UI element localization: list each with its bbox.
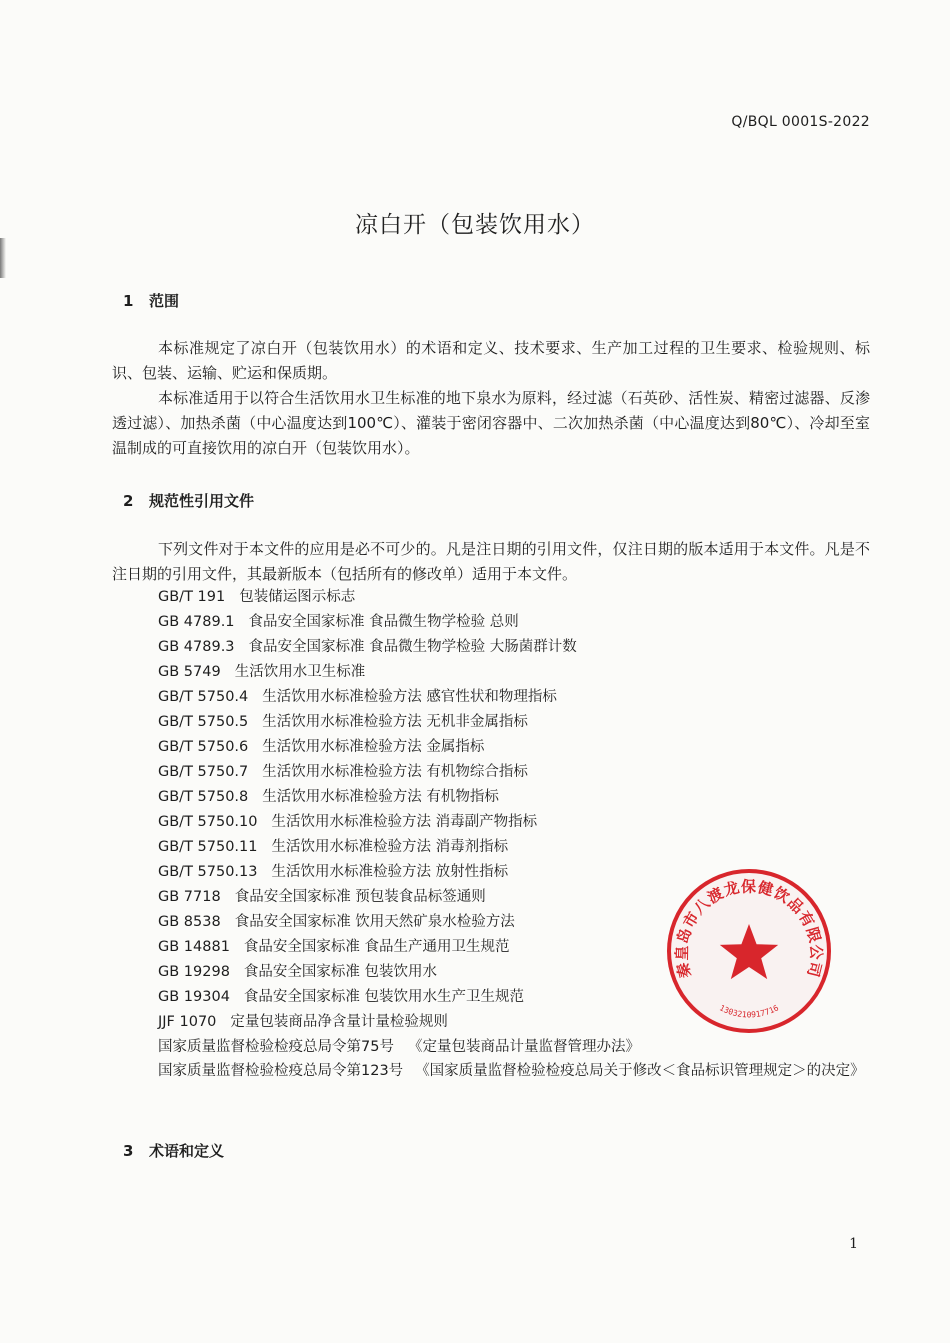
section-number: 2 — [123, 492, 134, 510]
section-number: 1 — [123, 292, 134, 310]
reference-code: 国家质量监督检验检疫总局令第123号 — [158, 1063, 404, 1079]
scope-paragraph-1: 本标准规定了凉白开（包装饮用水）的术语和定义、技术要求、生产加工过程的卫生要求、检验规则、标识、包装、运输、贮运和保质期。 — [112, 339, 870, 382]
reference-item — [158, 961, 437, 983]
reference-code: GB/T 5750.7 — [158, 764, 249, 780]
reference-item — [158, 886, 486, 908]
reference-name: 食品安全国家标准 包装饮用水 — [243, 964, 438, 980]
reference-name: 定量包装商品净含量计量检验规则 — [230, 1014, 448, 1030]
reference-code: GB/T 5750.13 — [158, 864, 258, 880]
references-intro: 下列文件对于本文件的应用是必不可少的。凡是注日期的引用文件，仅注日期的版本适用于本文件。凡是不注日期的引用文件，其最新版本（包括所有的修改单）适用于本文件。 — [112, 540, 870, 583]
section-title: 范围 — [149, 292, 180, 310]
reference-name: 《国家质量监督检验检疫总局关于修改＜食品标识管理规定＞的决定》 — [415, 1063, 865, 1079]
reference-name: 生活饮用水标准检验方法 消毒副产物指标 — [271, 814, 538, 830]
reference-item — [158, 1036, 640, 1058]
reference-name: 生活饮用水标准检验方法 无机非金属指标 — [262, 714, 528, 730]
section-title: 术语和定义 — [149, 1142, 225, 1160]
reference-item — [158, 736, 484, 758]
reference-code: GB 19298 — [158, 964, 230, 980]
reference-code: GB/T 5750.4 — [158, 689, 249, 705]
reference-code: GB 7718 — [158, 889, 221, 905]
reference-name: 生活饮用水标准检验方法 消毒剂指标 — [271, 839, 509, 855]
reference-item — [158, 786, 499, 808]
section-title: 规范性引用文件 — [149, 492, 255, 510]
reference-item — [158, 686, 557, 708]
reference-item — [158, 861, 508, 883]
seal-name-text: 秦皇岛市八渡龙保健饮品有限公司 — [672, 877, 826, 980]
reference-code: GB/T 5750.6 — [158, 739, 249, 755]
document-title: 凉白开（包装饮用水） — [355, 212, 595, 238]
page-number: 1 — [849, 1236, 858, 1252]
reference-item — [158, 711, 528, 733]
reference-code: GB 4789.1 — [158, 614, 235, 630]
reference-item — [158, 911, 515, 933]
reference-name: 生活饮用水标准检验方法 金属指标 — [262, 739, 485, 755]
reference-code: GB/T 5750.10 — [158, 814, 258, 830]
reference-code: JJF 1070 — [158, 1014, 217, 1030]
section-3-heading — [123, 1140, 224, 1161]
reference-code: GB/T 5750.8 — [158, 789, 249, 805]
reference-item — [158, 936, 510, 958]
reference-item — [158, 661, 365, 683]
reference-name: 生活饮用水标准检验方法 感官性状和物理指标 — [262, 689, 557, 705]
reference-name: 食品安全国家标准 包装饮用水生产卫生规范 — [243, 989, 525, 1005]
reference-item — [158, 586, 355, 608]
reference-name: 食品安全国家标准 饮用天然矿泉水检验方法 — [234, 914, 515, 930]
reference-code: GB/T 191 — [158, 589, 226, 605]
reference-item-wrapped — [112, 1059, 870, 1084]
reference-code: GB 5749 — [158, 664, 221, 680]
reference-name: 食品安全国家标准 食品微生物学检验 大肠菌群计数 — [248, 639, 577, 655]
reference-item — [158, 611, 519, 633]
reference-code: GB 8538 — [158, 914, 221, 930]
seal-number-text: 1303210917716 — [717, 1003, 781, 1020]
section-1-heading — [123, 290, 179, 311]
reference-name: 生活饮用水标准检验方法 有机物指标 — [262, 789, 499, 805]
reference-name: 食品安全国家标准 食品微生物学检验 总则 — [248, 614, 519, 630]
reference-code: GB 14881 — [158, 939, 230, 955]
reference-name: 生活饮用水卫生标准 — [234, 664, 366, 680]
scope-paragraph-2: 本标准适用于以符合生活饮用水卫生标准的地下泉水为原料，经过滤（石英砂、活性炭、精密过滤器、反渗透过滤）、加热杀菌（中心温度达到100℃）、灌装于密闭容器中、二次加热杀菌（中心温度达到80℃）、冷却至室温制成的可直接饮用的凉白开（包装饮用水）。 — [112, 389, 870, 457]
reference-code: GB/T 5750.11 — [158, 839, 258, 855]
reference-name: 《定量包装商品计量监督管理办法》 — [407, 1039, 640, 1055]
reference-code: GB 4789.3 — [158, 639, 235, 655]
document-code: Q/BQL 0001S-2022 — [731, 114, 870, 130]
reference-item — [158, 811, 537, 833]
company-seal — [664, 866, 834, 1036]
reference-name: 包装储运图示标志 — [239, 589, 356, 605]
reference-item — [158, 836, 508, 858]
reference-item — [158, 636, 577, 658]
reference-name: 生活饮用水标准检验方法 有机物综合指标 — [262, 764, 528, 780]
reference-code: GB/T 5750.5 — [158, 714, 249, 730]
reference-item — [158, 986, 524, 1008]
reference-item — [158, 761, 528, 783]
reference-name: 食品安全国家标准 预包装食品标签通则 — [234, 889, 486, 905]
section-number: 3 — [123, 1142, 134, 1160]
section-2-heading — [123, 490, 254, 511]
scan-edge-mark — [0, 238, 6, 278]
reference-code: GB 19304 — [158, 989, 230, 1005]
reference-item — [158, 1011, 448, 1033]
reference-name: 食品安全国家标准 食品生产通用卫生规范 — [243, 939, 510, 955]
reference-name: 生活饮用水标准检验方法 放射性指标 — [271, 864, 509, 880]
reference-code: 国家质量监督检验检疫总局令第75号 — [158, 1039, 394, 1055]
